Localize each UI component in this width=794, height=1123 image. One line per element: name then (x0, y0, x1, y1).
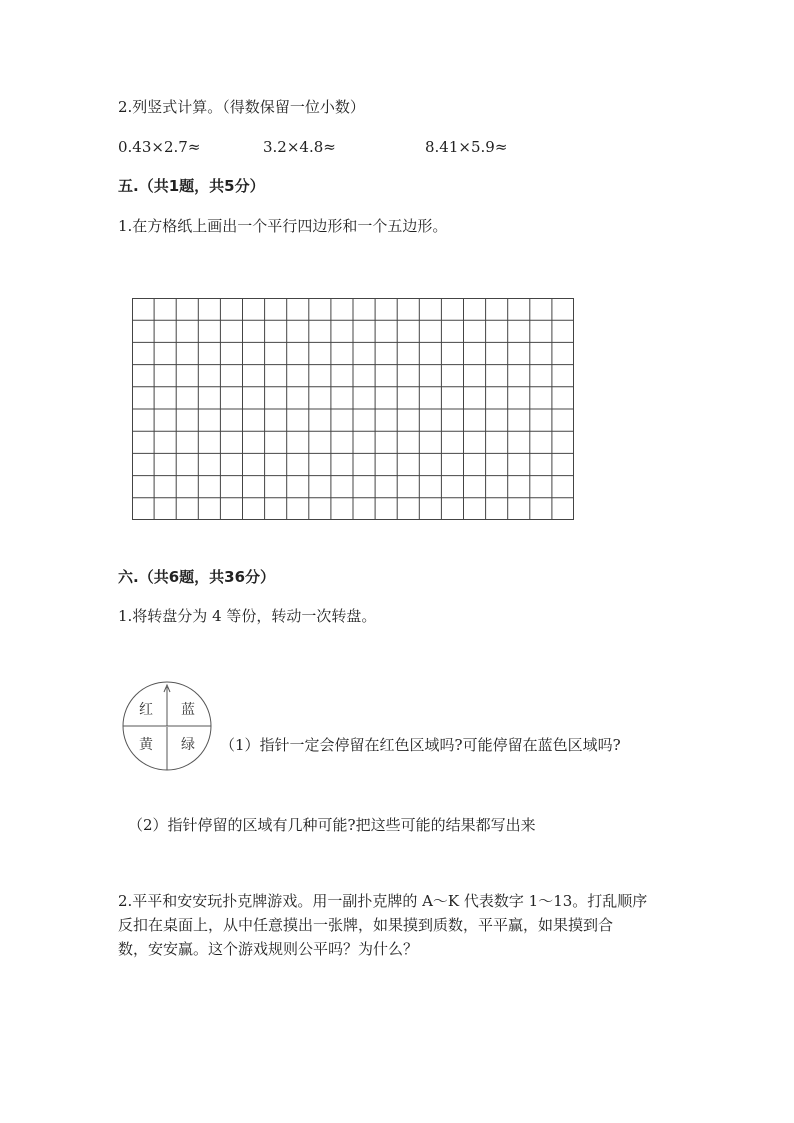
calc-problem-2: 3.2×4.8≈ (263, 138, 336, 156)
card-game-line-2: 反扣在桌面上，从中任意摸出一张牌，如果摸到质数，平平赢，如果摸到合 (118, 916, 614, 934)
section-5-heading: 五.（共1题，共5分） (118, 177, 265, 195)
spinner-subquestion-1: （1）指针一定会停留在红色区域吗?可能停留在蓝色区域吗? (220, 736, 621, 754)
spinner-wheel (122, 681, 212, 771)
section-6-question-1: 1.将转盘分为 4 等份，转动一次转盘。 (118, 607, 377, 625)
card-game-line-1: 2.平平和安安玩扑克牌游戏。用一副扑克牌的 A～K 代表数字 1～13。打乱顺序 (118, 892, 648, 910)
section-6-heading: 六.（共6题，共36分） (118, 568, 276, 586)
card-game-question (118, 889, 678, 961)
spinner-label-yellow: 黄 (139, 737, 153, 753)
spinner-subquestion-2: （2）指针停留的区域有几种可能?把这些可能的结果都写出来 (128, 816, 536, 834)
card-game-line-3: 数，安安赢。这个游戏规则公平吗？为什么？ (118, 940, 419, 958)
graph-paper-grid (132, 298, 574, 520)
calc-problem-1: 0.43×2.7≈ (118, 138, 201, 156)
section-5-question-1: 1.在方格纸上画出一个平行四边形和一个五边形。 (118, 217, 448, 235)
spinner-label-green: 绿 (181, 737, 195, 753)
calc-problem-3: 8.41×5.9≈ (425, 138, 508, 156)
calc-instruction: 2.列竖式计算。（得数保留一位小数） (118, 98, 365, 116)
spinner-label-red: 红 (139, 702, 153, 718)
spinner-label-blue: 蓝 (181, 702, 195, 718)
